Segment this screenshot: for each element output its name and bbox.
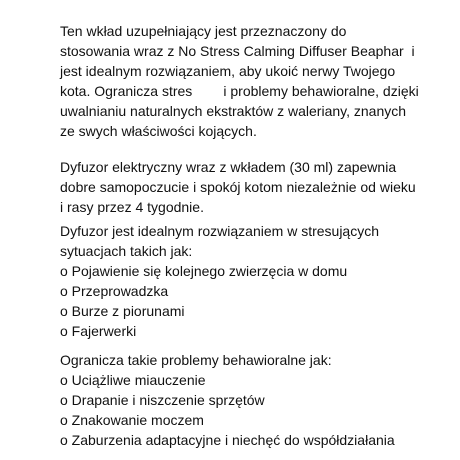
intro-line: kota. Ogranicza stres i problemy behawioralne, dzięki: [60, 83, 419, 99]
intro-line: Ten wkład uzupełniający jest przeznaczony do: [60, 23, 347, 39]
intro-line: ze swych właściwości kojących.: [60, 123, 257, 139]
intro-line: stosowania wraz z No Stress Calming Diffuser Beaphar i: [60, 43, 415, 59]
stressful-situations-section: [60, 221, 379, 341]
situations-intro-line: sytuacjach takich jak:: [60, 243, 193, 259]
situation-list-item: o Przeprowadzka: [60, 283, 169, 299]
situation-list-item: o Burze z piorunami: [60, 303, 185, 319]
situations-intro-line: Dyfuzor jest idealnym rozwiązaniem w stresujących: [60, 223, 379, 239]
problems-intro-line: Ogranicza takie problemy behawioralne jak:: [60, 352, 332, 368]
problem-list-item: o Zaburzenia adaptacyjne i niechęć do współdziałania: [60, 432, 395, 448]
diffuser-line: Dyfuzor elektryczny wraz z wkładem (30 ml) zapewnia: [60, 159, 397, 175]
situation-list-item: o Pojawienie się kolejnego zwierzęcia w domu: [60, 263, 348, 279]
situation-list-item: o Fajerwerki: [60, 323, 137, 339]
intro-line: uwalnianiu naturalnych ekstraktów z waleriany, znanych: [60, 103, 407, 119]
problem-list-item: o Drapanie i niszczenie sprzętów: [60, 392, 265, 408]
behavioral-problems-section: [60, 350, 395, 450]
problem-list-item: o Znakowanie moczem: [60, 412, 204, 428]
diffuser-line: dobre samopoczucie i spokój kotom niezależnie od wieku: [60, 179, 416, 195]
problem-list-item: o Uciążliwe miauczenie: [60, 372, 206, 388]
diffuser-line: i rasy przez 4 tygodnie.: [60, 199, 204, 215]
intro-paragraph: [60, 21, 419, 141]
intro-line: jest idealnym rozwiązaniem, aby ukoić nerwy Twojego: [60, 63, 396, 79]
diffuser-paragraph: [60, 157, 416, 217]
